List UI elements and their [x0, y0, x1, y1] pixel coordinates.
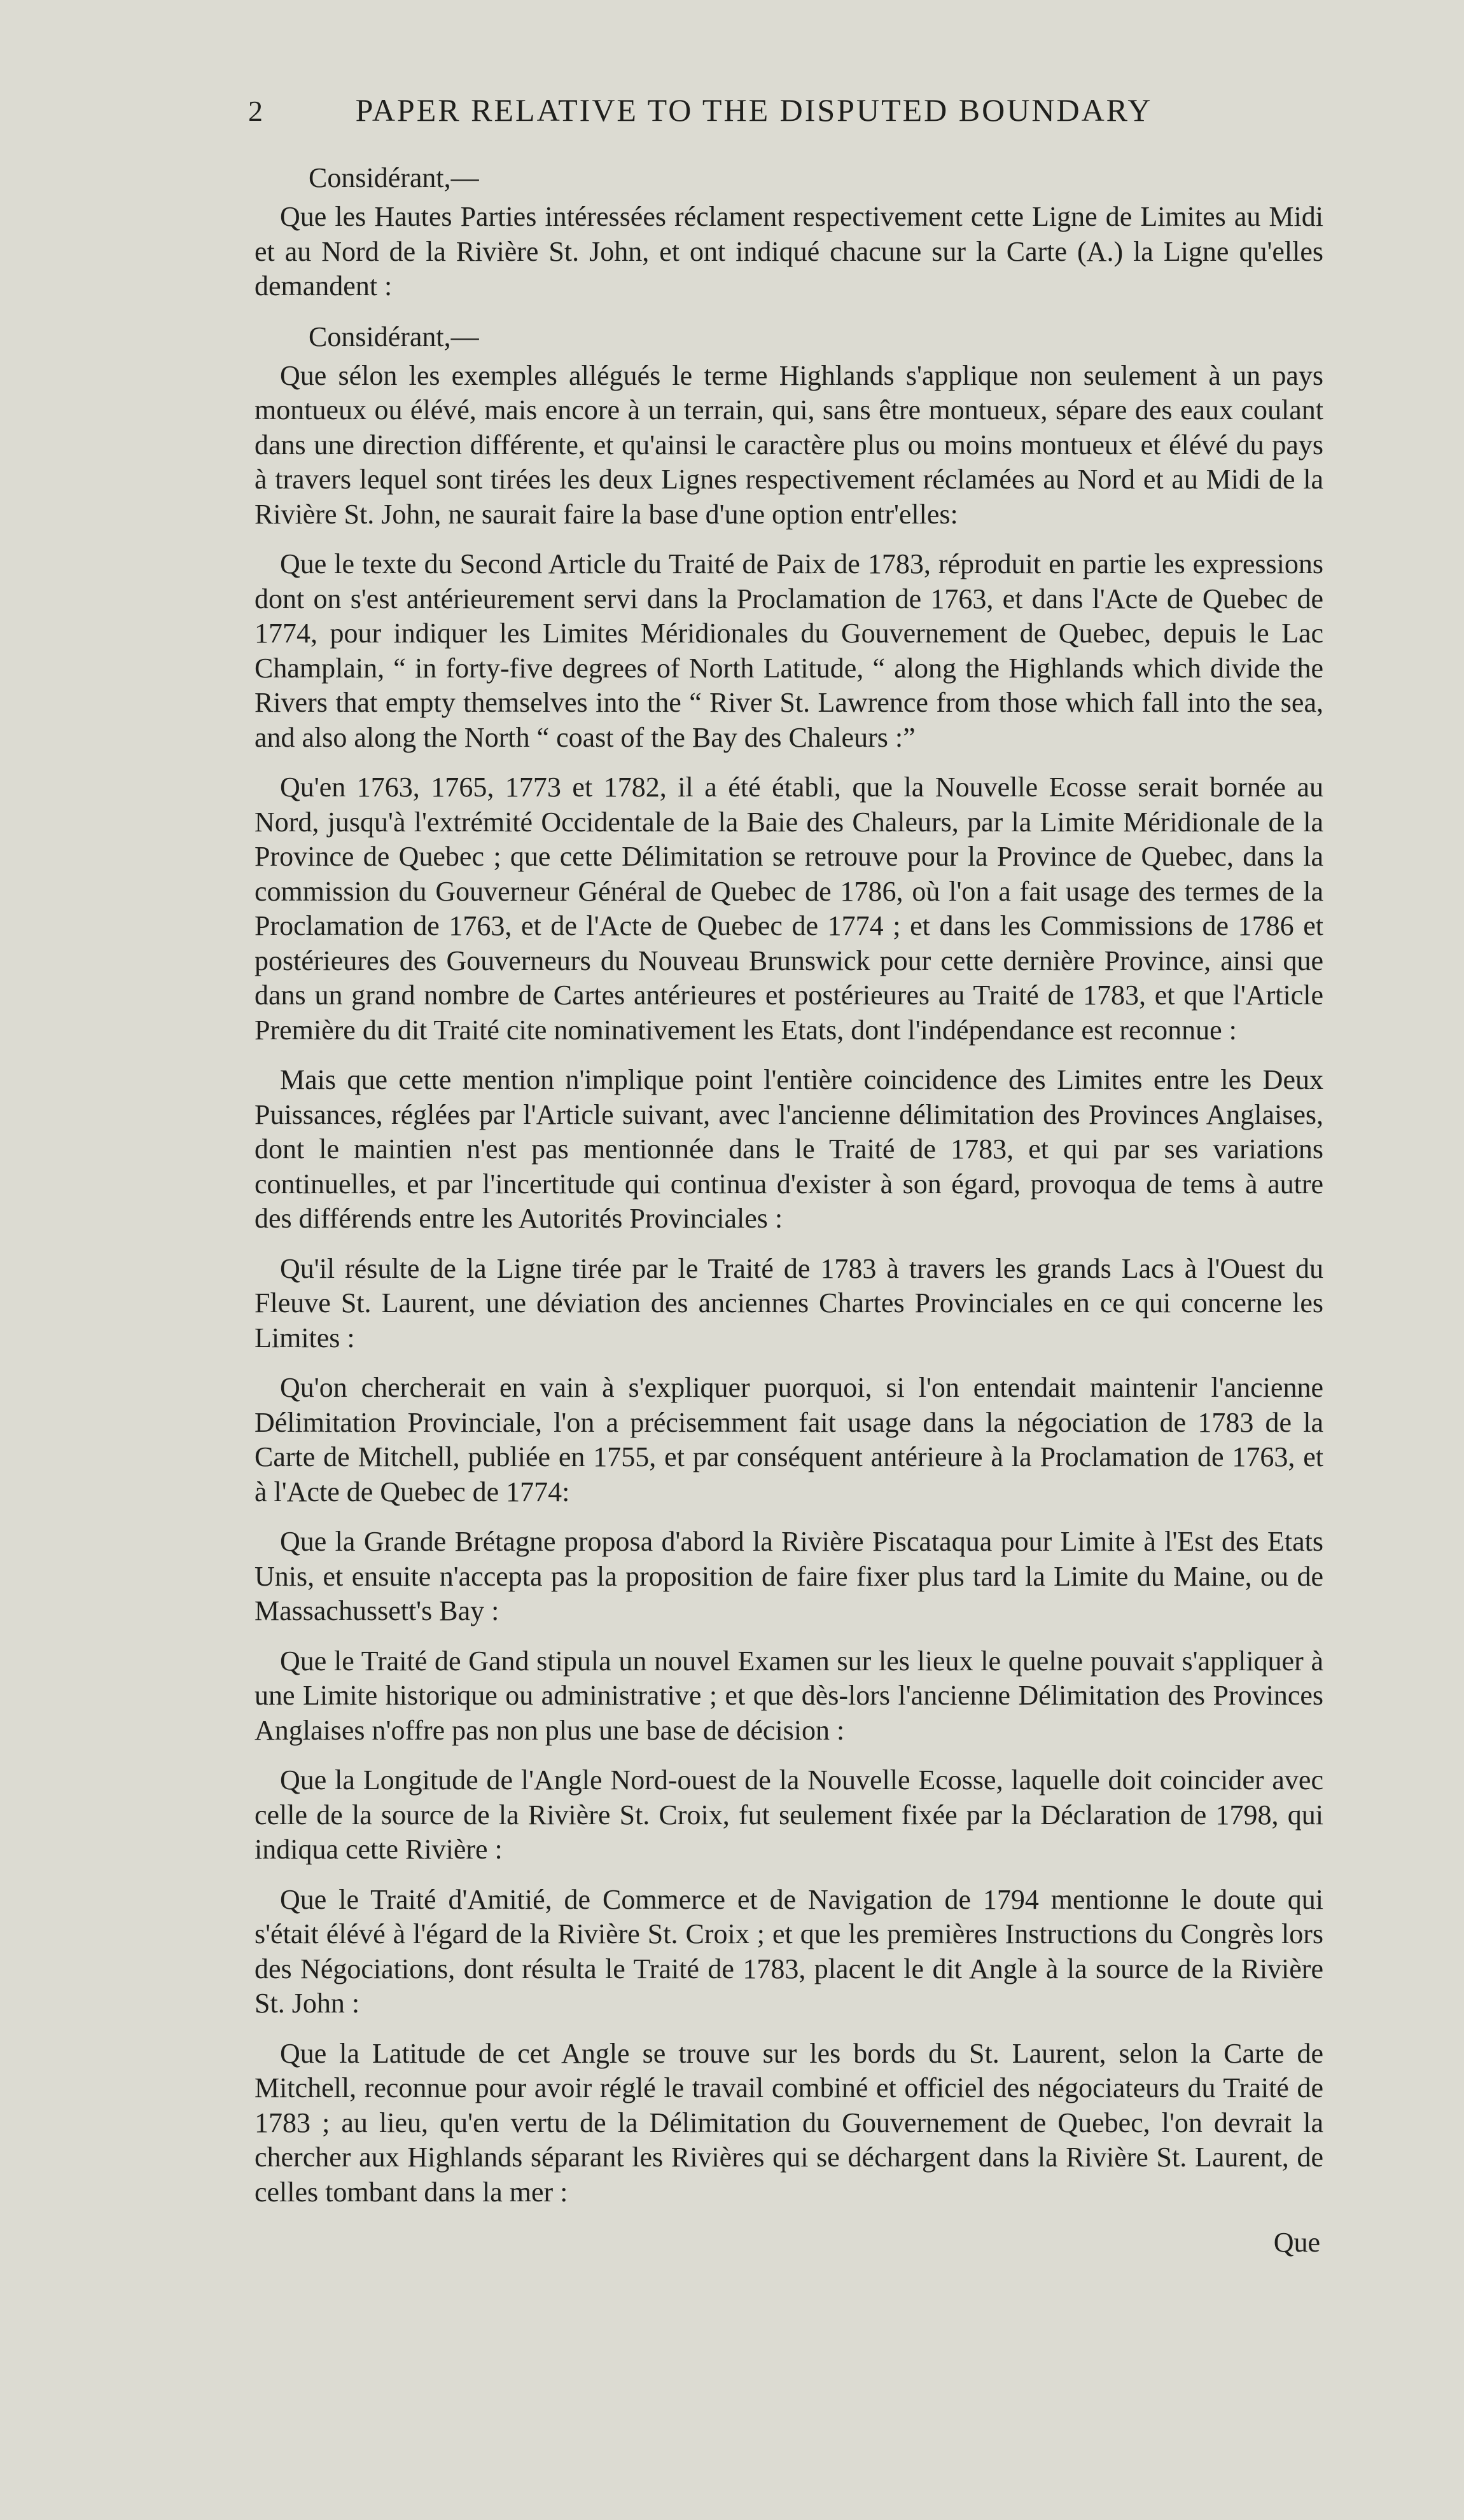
considerant-heading: Considérant,—: [309, 321, 479, 352]
body-text: [254, 160, 1323, 2225]
paragraph: Qu'on chercherait en vain à s'expliquer puorquoi, si l'on entendait maintenir l'ancienne Délimitation Provinciale, l'on a précisemment fait usage dans la négociation de 1783 de la Carte de Mitchell, publiée en 1755, et par conséquent antérieure à la Proclamation de 1763, et à l'Acte de Quebec de 1774:: [254, 1372, 1323, 1507]
catchword: Que: [1273, 2227, 1320, 2258]
paragraph: Que le Traité d'Amitié, de Commerce et de Navigation de 1794 mentionne le doute qui s'était élévé à l'égard de la Rivière St. Croix ; et que les premières Instructions du Congrès lors des Négociations, dont résulta le Traité de 1783, placent le dit Angle à la source de la Rivière St. John :: [254, 1883, 1323, 2019]
paragraph: Mais que cette mention n'implique point l'entière coincidence des Limites entre les Deux Puissances, réglées par l'Article suivant, avec l'ancienne délimitation des Provinces Anglaises, dont le maintien n'est pas mentionnée dans le Traité de 1783, et qui par ses variations continuelles, et par l'incertitude qui continua d'exister à son égard, provoqua de tems à autre des différends entre les Autorités Provinciales :: [254, 1064, 1323, 1234]
paragraph: Que la Latitude de cet Angle se trouve sur les bords du St. Laurent, selon la Carte de Mitchell, reconnue pour avoir réglé le travail combiné et officiel des négociateurs du Traité de 1783 ; au lieu, qu'en vertu de la Délimitation du Gouvernement de Quebec, l'on devrait la chercher aux Highlands séparant les Rivières qui se déchargent dans la Rivière St. Laurent, de celles tombant dans la mer :: [254, 2037, 1323, 2208]
paragraph: Qu'il résulte de la Ligne tirée par le Traité de 1783 à travers les grands Lacs à l'Ouest du Fleuve St. Laurent, une déviation des anciennes Chartes Provinciales en ce qui concerne les Limites :: [254, 1252, 1323, 1353]
page-header: [248, 88, 1222, 139]
paragraph: Que la Grande Brétagne proposa d'abord la Rivière Piscataqua pour Limite à l'Est des Etats Unis, et ensuite n'accepta pas la proposition de faire fixer plus tard la Limite du Maine, ou de Massachussett's Bay :: [254, 1526, 1323, 1626]
paragraph: Qu'en 1763, 1765, 1773 et 1782, il a été établi, que la Nouvelle Ecosse serait bornée au Nord, jusqu'à l'extrémité Occidentale de la Baie des Chaleurs, par la Limite Méridionale de la Province de Quebec ; que cette Délimitation se retrouve pour la Province de Quebec, dans la commission du Gouverneur Général de Quebec de 1786, où l'on a fait usage des termes de la Proclamation de 1763, et de l'Acte de Quebec de 1774 ; et dans les Commissions de 1786 et postérieures des Gouverneurs du Nouveau Brunswick pour cette dernière Province, ainsi que dans un grand nombre de Cartes antérieures et postérieures au Traité de 1783, et que l'Article Première du dit Traité cite nominativement les Etats, dont l'indépendance est reconnue :: [254, 772, 1323, 1046]
paragraph: Que les Hautes Parties intéressées réclament respectivement cette Ligne de Limites au Midi et au Nord de la Rivière St. John, et ont indiqué chacune sur la Carte (A.) la Ligne qu'elles demandent :: [254, 201, 1323, 301]
paragraph: Que sélon les exemples allégués le terme Highlands s'applique non seulement à un pays montueux ou élévé, mais encore à un terrain, qui, sans être montueux, sépare des eaux coulant dans une direction différente, et qu'ainsi le caractère plus ou moins montueux et élévé du pays à travers lequel sont tirées les deux Lignes respectivement réclamées au Nord et au Midi de la Rivière St. John, ne saurait faire la base d'une option entr'elles:: [254, 359, 1323, 530]
paragraph: Que la Longitude de l'Angle Nord-ouest de la Nouvelle Ecosse, laquelle doit coincider avec celle de la source de la Rivière St. Croix, fut seulement fixée par la Déclaration de 1798, qui indiqua cette Rivière :: [254, 1764, 1323, 1865]
paragraph: Que le texte du Second Article du Traité de Paix de 1783, réproduit en partie les expressions dont on s'est antérieurement servi dans la Proclamation de 1763, et dans l'Acte de Quebec de 1774, pour indiquer les Limites Méridionales du Gouvernement de Quebec, depuis le Lac Champlain, “ in forty-five degrees of North Latitude, “ along the Highlands which divide the Rivers that empty themselves into the “ River St. Lawrence from those which fall into the sea, and also along the North “ coast of the Bay des Chaleurs :”: [254, 548, 1323, 753]
running-head: PAPER RELATIVE TO THE DISPUTED BOUNDARY: [355, 92, 1153, 128]
page-number: 2: [248, 95, 263, 127]
considerant-heading: Considérant,—: [309, 162, 479, 193]
paragraph: Que le Traité de Gand stipula un nouvel Examen sur les lieux le quelne pouvait s'appliquer à une Limite historique ou administrative ; et que dès-lors l'ancienne Délimitation des Provinces Anglaises n'offre pas non plus une base de décision :: [254, 1645, 1323, 1746]
